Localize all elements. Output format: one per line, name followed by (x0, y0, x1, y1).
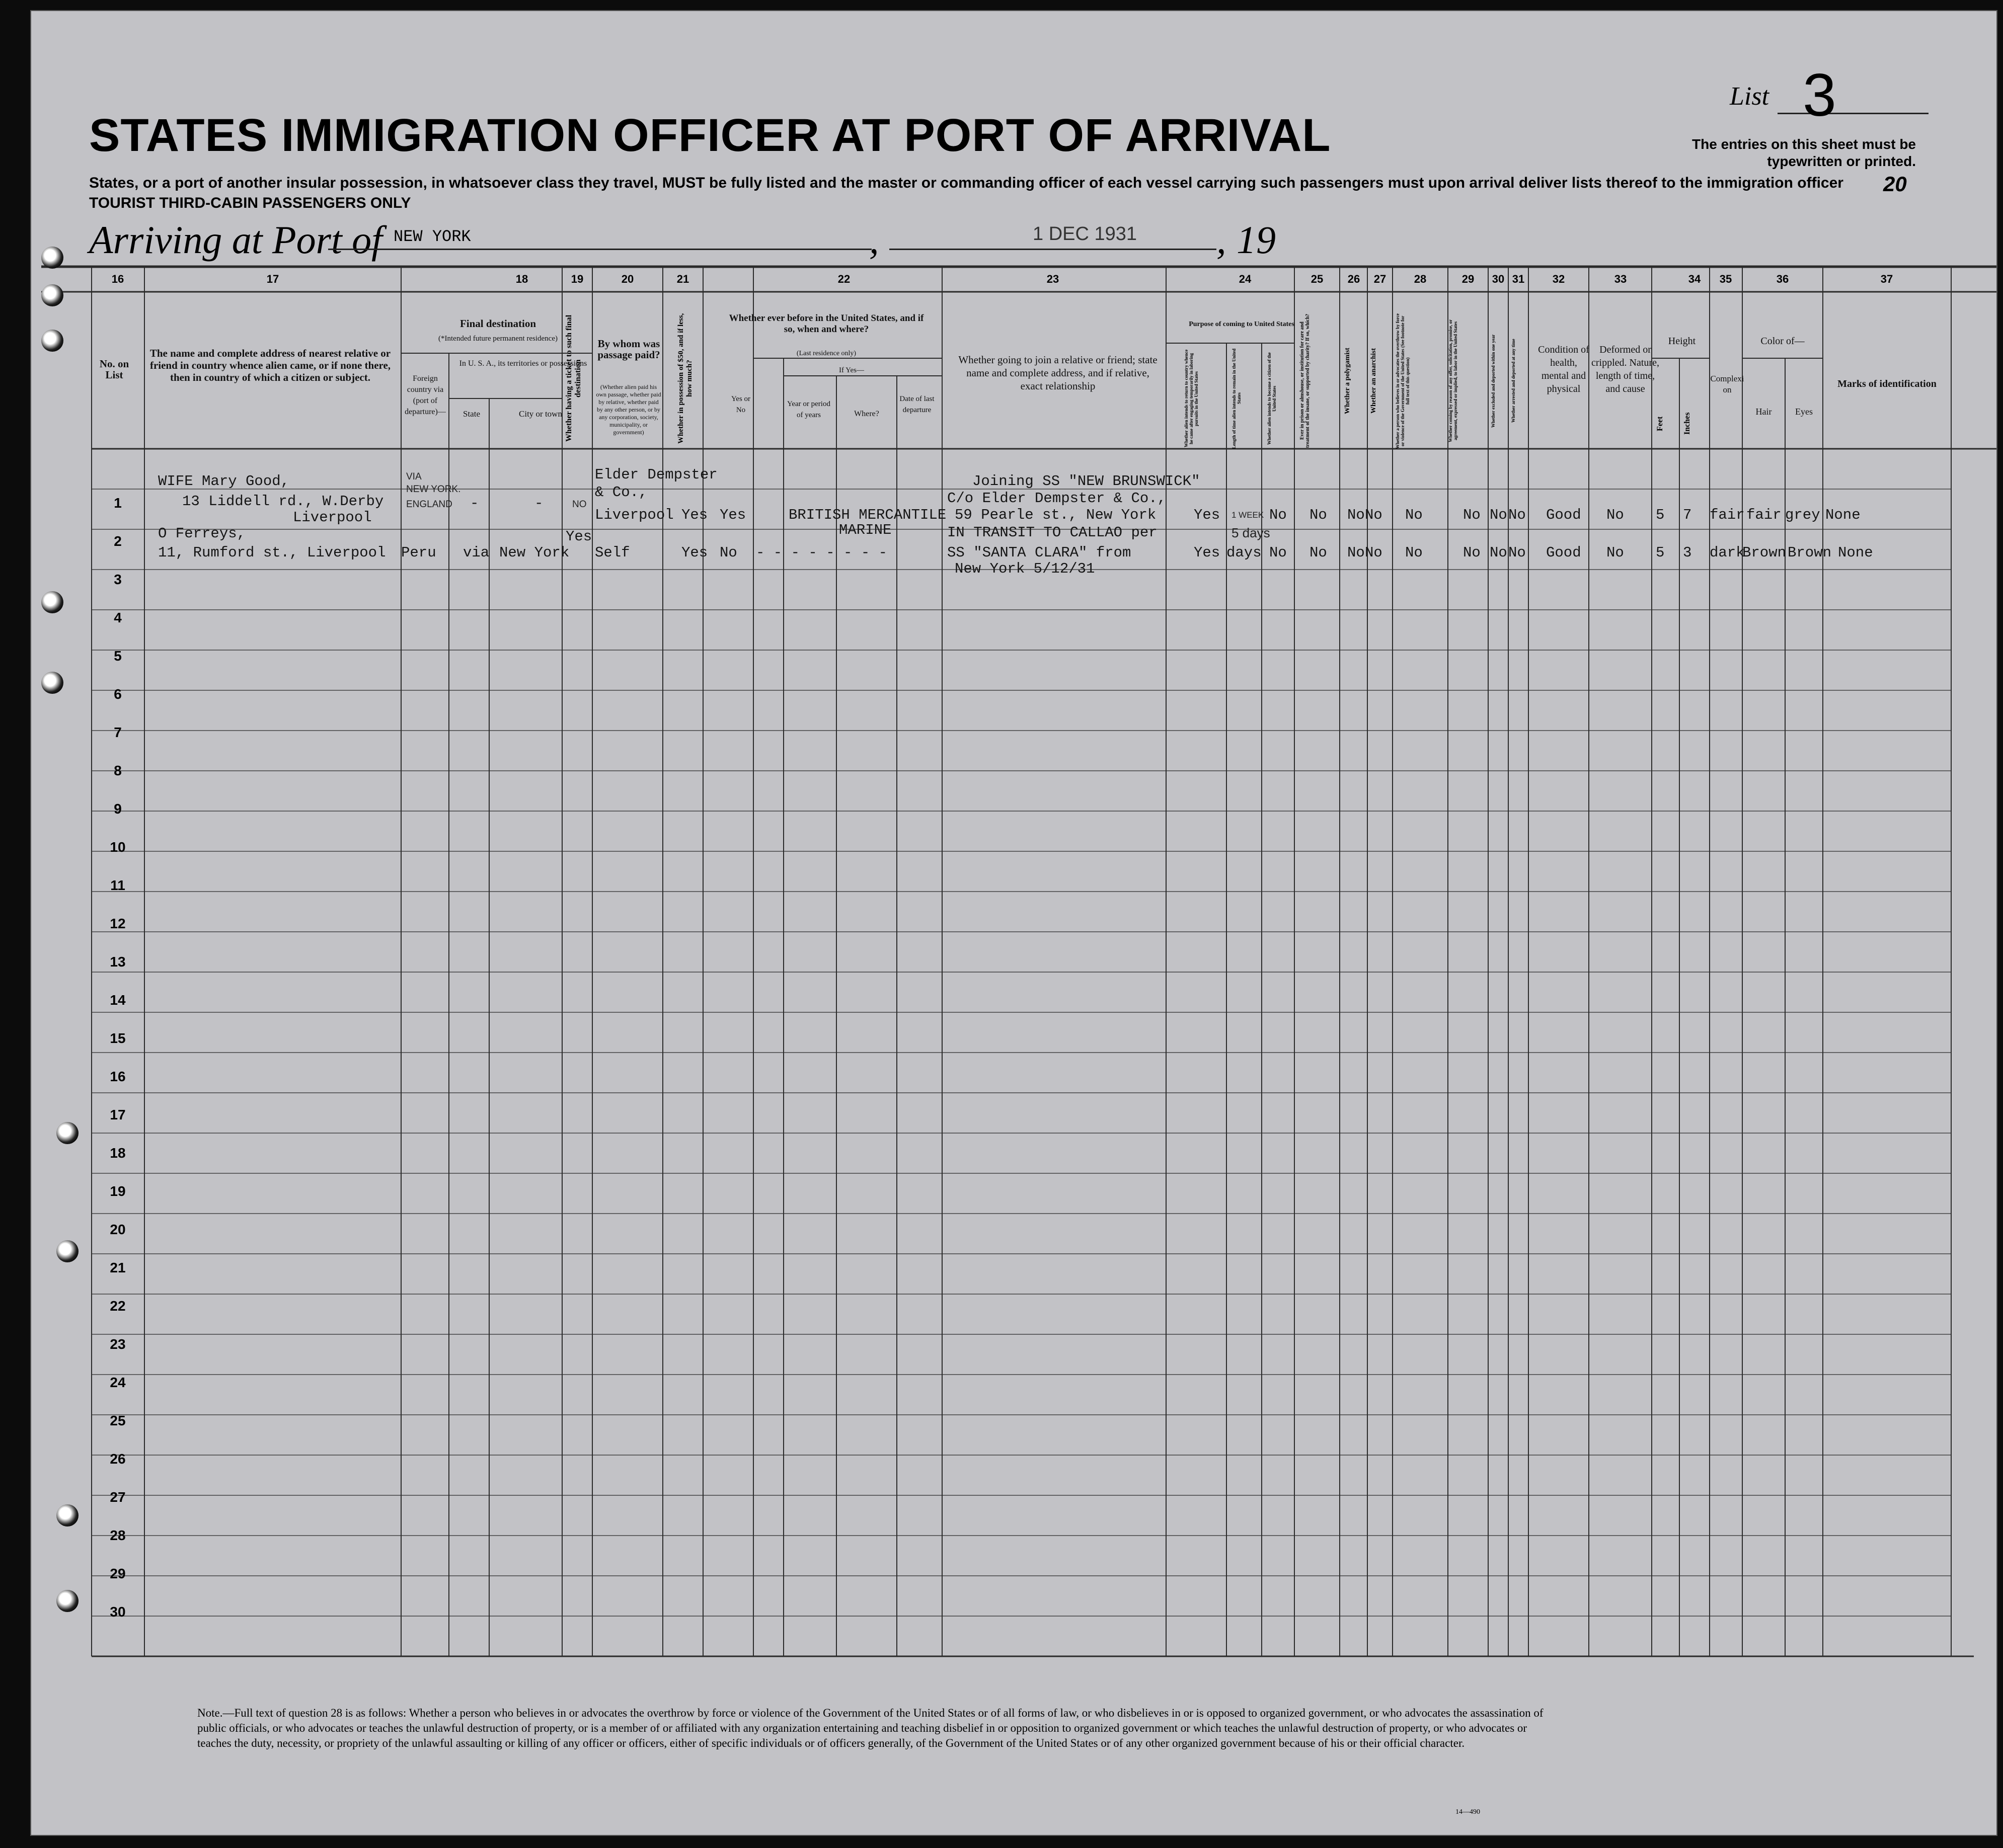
list-number: 3 (1803, 61, 1836, 129)
header-purpose-return: Whether alien intends to return to country whence he came after engaging temporarily in laboring pursuits in the United States (1184, 349, 1199, 448)
column-number: 30 (1492, 273, 1505, 285)
header-excluded: Whether excluded and deported within one year (1491, 334, 1496, 428)
entry-deformed: No (1606, 507, 1624, 523)
header-date-last-departure: Date of last departure (899, 395, 935, 414)
date-stamp: 1 DEC 1931 (1033, 223, 1137, 245)
header-relative-address: The name and complete address of nearest relative or friend in country whence alien came, or if none there, then in country of which a citizen or subject. (149, 347, 391, 383)
entry-health: Good (1546, 544, 1581, 561)
column-number: 24 (1239, 273, 1252, 285)
row-number: 25 (110, 1413, 126, 1428)
column-number: 19 (571, 273, 584, 285)
form-title: STATES IMMIGRATION OFFICER AT PORT OF ARRIVAL (89, 110, 1331, 161)
column-number: 28 (1414, 273, 1427, 285)
column-number: 35 (1719, 273, 1732, 285)
typewritten-note: The entries on this sheet must be typewritten or printed. (1692, 136, 1916, 169)
page-number: 20 (1883, 172, 1907, 196)
column-number: 25 (1311, 273, 1324, 285)
header-deformed: Deformed or crippled. Nature, length of time, and cause (1591, 344, 1659, 394)
entry-anarchist: No (1365, 507, 1382, 523)
port-value: NEW YORK (394, 227, 471, 246)
row-number: 12 (110, 916, 126, 931)
header-passage-paid: By whom was passage paid? (597, 338, 660, 361)
header-passage-paid-note: (Whether alien paid his own passage, whether paid by relative, whether paid by any other person, or by any corporation, society, municipality, or government) (596, 383, 661, 436)
punch-hole (41, 591, 63, 613)
row-number: 13 (110, 954, 126, 970)
column-number: 32 (1552, 273, 1565, 285)
entry-labor: No (1463, 507, 1481, 523)
entry-citizen: No (1269, 507, 1287, 523)
entry-inches: 3 (1683, 544, 1692, 561)
row-number: 18 (110, 1145, 126, 1161)
punch-hole (41, 672, 63, 694)
punch-hole (56, 1590, 79, 1612)
header-marks: Marks of identification (1837, 378, 1937, 389)
header-eyes: Eyes (1795, 407, 1813, 417)
row-number: 5 (114, 648, 122, 664)
column-number: 27 (1373, 273, 1386, 285)
column-number: 31 (1512, 273, 1525, 285)
entry-money: Yes (681, 507, 708, 523)
entry-where-1: - - - - - - - - (756, 544, 888, 561)
entry-relative-address: 13 Liddell rd., W.Derby (182, 493, 384, 510)
row-number: 6 (114, 686, 122, 702)
entry-overthrow: No (1405, 507, 1423, 523)
row-number: 17 (110, 1107, 126, 1122)
entry-complexion: fair (1710, 507, 1745, 523)
header-prison: Ever in prison or almshouse, or institution for care and treatment of the insane, or supported by charity? If so, which? (1299, 313, 1311, 448)
row-number: 28 (110, 1528, 126, 1543)
header-where: Where? (854, 410, 879, 418)
entry-hair: Brown (1742, 544, 1787, 561)
entry-passage-1: Self (595, 544, 630, 561)
row-number: 30 (110, 1604, 126, 1620)
header-polygamist: Whether a polygamist (1344, 348, 1351, 414)
header-state: State (463, 409, 480, 419)
entry-before-us: Yes (720, 507, 746, 523)
entry-citizen: No (1269, 544, 1287, 561)
entry-passage-3: Liverpool (595, 507, 674, 523)
entry-relative-city: Liverpool (293, 509, 372, 526)
row-number: 4 (114, 610, 122, 625)
punch-hole (41, 284, 63, 306)
entry-polygamist: No (1347, 507, 1365, 523)
entry-purpose-return: Yes (1194, 544, 1220, 561)
punch-hole (41, 330, 63, 352)
row-number: 3 (114, 572, 122, 587)
row-number: 21 (110, 1260, 126, 1275)
entry-join-3: 59 Pearle st., New York (955, 507, 1157, 523)
header-overthrow: Whether a person who believes in or advocates the overthrow by force or violence of the Government of the United States (See footnote for full text of this question) (1395, 313, 1410, 449)
column-number: 20 (621, 273, 634, 285)
entry-join-1: IN TRANSIT TO CALLAO per (947, 524, 1158, 541)
header-foreign-country: Foreign country via (port of departure)— (405, 374, 446, 416)
entry-passage-1: Elder Dempster (595, 466, 718, 483)
row-number: 2 (114, 533, 122, 549)
entry-money: Yes (681, 544, 708, 561)
comma-1: , (869, 218, 879, 262)
footnote: Note.—Full text of question 28 is as follows: Whether a person who believes in or advocates the overthrow by force or violence of the Government of the United States or of all forms of law, or who disbelieves in or is opposed to organized government, or who advocates the assassination of public officials, or who advocates or teaches the unlawful destruction of property, or is a member of or affiliated with any organization entertaining and teaching disbelief in or opposition to organized government or which teaches the unlawful destruction of property, or who advocates or teaches the duty, necessity, or propriety of the unlawful assaulting or killing of any officer or officers, either of specific individuals or of officers generally, of the Government of the United States or of any other organized government because of his or their official character. (197, 1707, 1544, 1749)
header-health: Condition of health, mental and physical (1538, 344, 1589, 394)
header-final-destination-note: (*Intended future permanent residence) (438, 335, 558, 343)
header-year-period: Year or period of years (787, 400, 830, 419)
entry-via-hw: VIA (406, 471, 422, 482)
entry-join-1: Joining SS "NEW BRUNSWICK" (972, 473, 1200, 490)
entry-marks: None (1838, 544, 1873, 561)
entry-deported: No (1508, 507, 1526, 523)
row-number: 1 (114, 495, 122, 511)
row-number: 26 (110, 1451, 126, 1467)
entry-where-2: MARINE (839, 522, 892, 538)
header-final-destination: Final destination (459, 317, 536, 330)
entry-feet: 5 (1656, 544, 1665, 561)
punch-hole (56, 1504, 79, 1526)
entry-state: - (470, 495, 479, 512)
entry-polygamist: No (1347, 544, 1365, 561)
header-purpose: Purpose of coming to United States (1189, 320, 1294, 328)
column-number: 29 (1461, 273, 1475, 285)
entry-foreign-country: ENGLAND (406, 499, 452, 510)
list-label: List (1730, 82, 1769, 111)
header-in-usa: In U. S. A., its territories or possessions (459, 359, 587, 368)
row-number: 9 (114, 801, 122, 817)
form-number: 14—490 (1455, 1808, 1480, 1816)
row-number: 24 (110, 1375, 126, 1390)
header-if-yes: If Yes— (838, 366, 864, 374)
entry-length-hw: 5 days (1231, 525, 1270, 540)
column-number: 21 (676, 273, 689, 285)
entry-where-1: BRITISH MERCANTILE (789, 507, 947, 523)
entry-prison: No (1309, 544, 1327, 561)
entry-relative-name: O Ferreys, (158, 525, 246, 542)
entry-eyes: grey (1785, 507, 1820, 523)
header-before-us-note: (Last residence only) (796, 350, 857, 357)
entry-inches: 7 (1683, 507, 1692, 523)
header-feet: Feet (1656, 416, 1664, 431)
entry-feet: 5 (1656, 507, 1665, 523)
manifest-sheet (30, 10, 1997, 1836)
header-deported: Whether arrested and deported at any time (1511, 339, 1516, 423)
row-number: 14 (110, 992, 126, 1008)
entry-state: via (463, 544, 490, 561)
row-number: 11 (110, 877, 125, 893)
header-yes-no: Yes or No (731, 395, 751, 414)
entry-deported: No (1508, 544, 1526, 561)
header-hair: Hair (1755, 407, 1772, 417)
punch-hole (41, 247, 63, 269)
row-number: 20 (110, 1222, 126, 1237)
entry-deformed: No (1606, 544, 1624, 561)
entry-purpose-return: Yes (1194, 507, 1220, 523)
entry-length: days (1226, 544, 1262, 561)
entry-prison: No (1309, 507, 1327, 523)
header-length-of-stay: Length of time alien intends to remain in the United States (1231, 348, 1242, 449)
entry-eyes: Brown (1788, 544, 1832, 561)
entry-join-3: New York 5/12/31 (955, 560, 1095, 577)
entry-join-2: C/o Elder Dempster & Co., (947, 490, 1167, 507)
header-become-citizen: Whether alien intends to become a citizen of the United States (1267, 352, 1277, 445)
header-color-of: Color of— (1760, 336, 1805, 347)
entry-before-us: No (720, 544, 737, 561)
entry-newyork-hw: NEW YORK. (406, 484, 461, 495)
entry-relative-address: 11, Rumford st., Liverpool (158, 544, 386, 561)
entry-foreign-country: Peru (401, 544, 436, 561)
row-number: 27 (110, 1489, 126, 1505)
header-anarchist: Whether an anarchist (1370, 348, 1377, 414)
comma-2: , (1216, 218, 1226, 262)
header-inches: Inches (1683, 412, 1691, 435)
entry-complexion: dark (1710, 544, 1745, 561)
form-subtitle: States, or a port of another insular possession, in whatsoever class they travel, MUST be fully listed and the master or commanding officer of each vessel carrying such passengers must upon arrival deliver lists thereof to the immigration officer (89, 175, 1843, 191)
row-number: 10 (110, 839, 126, 855)
row-number: 23 (110, 1336, 126, 1352)
punch-hole (56, 1122, 79, 1144)
arriving-label: Arriving at Port of (89, 218, 382, 262)
header-join-relative: Whether going to join a relative or friend; state name and complete address, and if relative, exact relationship (958, 354, 1158, 392)
header-height: Height (1668, 336, 1696, 347)
class-line: TOURIST THIRD-CABIN PASSENGERS ONLY (89, 195, 411, 211)
year-prefix: 19 (1237, 218, 1276, 262)
column-number: 33 (1614, 273, 1627, 285)
column-number: 17 (266, 273, 279, 285)
row-number: 16 (110, 1069, 126, 1084)
entry-passage-2: & Co., (595, 484, 648, 501)
column-number: 23 (1046, 273, 1059, 285)
entry-ticket: NO (572, 499, 587, 510)
row-number: 22 (110, 1298, 126, 1314)
header-ticket: Whether having a ticket to such final destination (565, 314, 582, 442)
column-number: 26 (1347, 273, 1360, 285)
entry-hair: fair (1746, 507, 1782, 523)
entry-ticket: Yes (566, 528, 592, 545)
row-number: 29 (110, 1566, 126, 1581)
entry-health: Good (1546, 507, 1581, 523)
entry-excluded: No (1490, 507, 1507, 523)
column-number: 36 (1776, 273, 1789, 285)
row-number: 19 (110, 1183, 126, 1199)
column-number: 37 (1880, 273, 1893, 285)
entry-marks: None (1825, 507, 1861, 523)
entry-anarchist: No (1365, 544, 1382, 561)
entry-join-2: SS "SANTA CLARA" from (947, 544, 1131, 561)
column-number: 22 (837, 273, 851, 285)
header-complexion: Complexion (1710, 374, 1744, 394)
header-labor-offer: Whether coming by reason of any offer, solicitation, promise, or agreement, expressed or implied, to labor in the United States (1448, 319, 1458, 443)
column-number: 16 (111, 273, 124, 285)
entry-length-hw: 1 WEEK (1231, 510, 1264, 520)
punch-hole (56, 1240, 79, 1262)
column-number: 18 (515, 273, 528, 285)
row-number: 15 (110, 1030, 126, 1046)
entry-labor: No (1463, 544, 1481, 561)
row-number: 7 (114, 725, 122, 740)
entry-relative-name: WIFE Mary Good, (158, 473, 290, 490)
entry-city: - (534, 495, 544, 512)
header-city: City or town (519, 409, 562, 419)
entry-excluded: No (1490, 544, 1507, 561)
header-before-us: Whether ever before in the United States, and if so, when and where? (729, 313, 924, 335)
header-no-on-list: No. on List (99, 358, 129, 381)
column-number: 34 (1688, 273, 1701, 285)
entry-city: New York (499, 544, 570, 561)
entry-overthrow: No (1405, 544, 1423, 561)
header-money: Whether in possession of $50, and if less, how much? (677, 313, 694, 444)
row-number: 8 (114, 763, 122, 778)
